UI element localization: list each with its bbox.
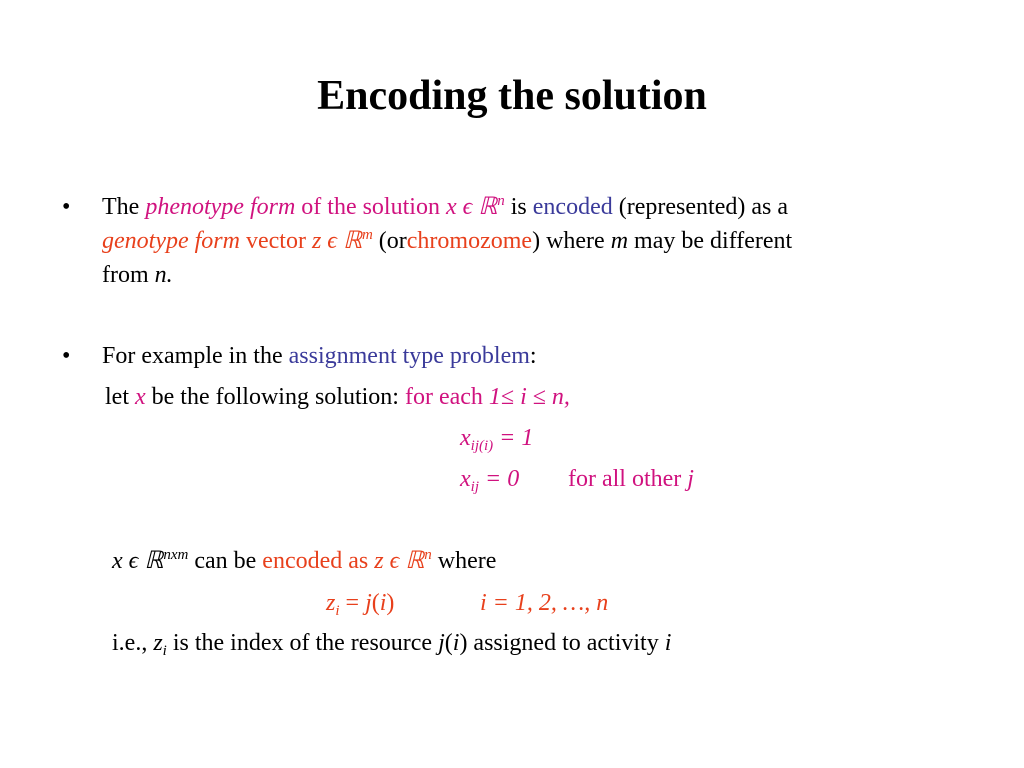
math-j-of-i: j(i) assigned to activity <box>438 630 659 656</box>
ie-line <box>112 626 671 660</box>
equation-xij-1: $x_{ij(i)} = 1$ <box>460 425 534 454</box>
text: (or <box>378 228 407 254</box>
phenotype-form-term: phenotype form <box>145 194 296 220</box>
text: The <box>102 194 140 220</box>
text: from <box>102 262 149 288</box>
math-i: i <box>664 630 672 656</box>
assignment-problem-term: assignment type problem <box>288 343 530 369</box>
text: For example in the <box>102 343 283 369</box>
math-zi: $z_i$ <box>153 630 167 659</box>
math-x: x <box>135 384 146 410</box>
bullet-1-line-1 <box>102 190 788 224</box>
equation-condition: for all other j <box>568 466 694 492</box>
text: can be <box>194 548 257 574</box>
equation-zi: $z_i = j(i)$ <box>326 590 395 619</box>
math-z-in-rn: z ϵ ℝ$^n$ <box>374 547 432 574</box>
chromozome-term: chromozome <box>406 228 533 254</box>
bullet-1-line-3 <box>102 258 173 292</box>
text: is the index of the resource <box>172 630 433 656</box>
text: be the following solution: <box>151 384 399 410</box>
bullet-marker: • <box>62 194 71 220</box>
text: where <box>437 548 497 574</box>
text: of the solution <box>301 194 440 220</box>
equation-range: i = 1, 2, …, n <box>480 590 609 616</box>
math-range: 1≤ i ≤ n, <box>488 384 570 410</box>
genotype-form-term: genotype form <box>102 228 240 254</box>
text: i.e., <box>112 630 148 656</box>
encoded-term: encoded <box>532 194 613 220</box>
math-z-in-rm: z ϵ ℝ$^m$ <box>311 227 373 254</box>
slide-title: Encoding the solution <box>317 73 707 119</box>
math-x-in-rn: x ϵ ℝ$^n$ <box>445 193 505 220</box>
encoding-line <box>112 544 496 578</box>
encoded-as-term: encoded as <box>262 548 369 574</box>
equation-xij-0: $x_{ij} = 0$ <box>460 466 520 495</box>
text: may be different <box>634 228 793 254</box>
text: ) where <box>532 228 605 254</box>
math-n: n. <box>154 262 173 288</box>
let-line <box>105 380 570 414</box>
text: is <box>510 194 527 220</box>
text: let <box>105 384 129 410</box>
bullet-2-line-1 <box>102 339 537 373</box>
math-m: m <box>610 228 629 254</box>
text: vector <box>245 228 306 254</box>
text: for each <box>404 384 483 410</box>
text: (represented) as a <box>618 194 788 220</box>
text: : <box>529 343 537 369</box>
bullet-1-line-2 <box>102 224 792 258</box>
math-x-in-rnxm: x ϵ ℝ$^{nxm}$ <box>112 547 189 574</box>
bullet-marker: • <box>62 343 71 369</box>
